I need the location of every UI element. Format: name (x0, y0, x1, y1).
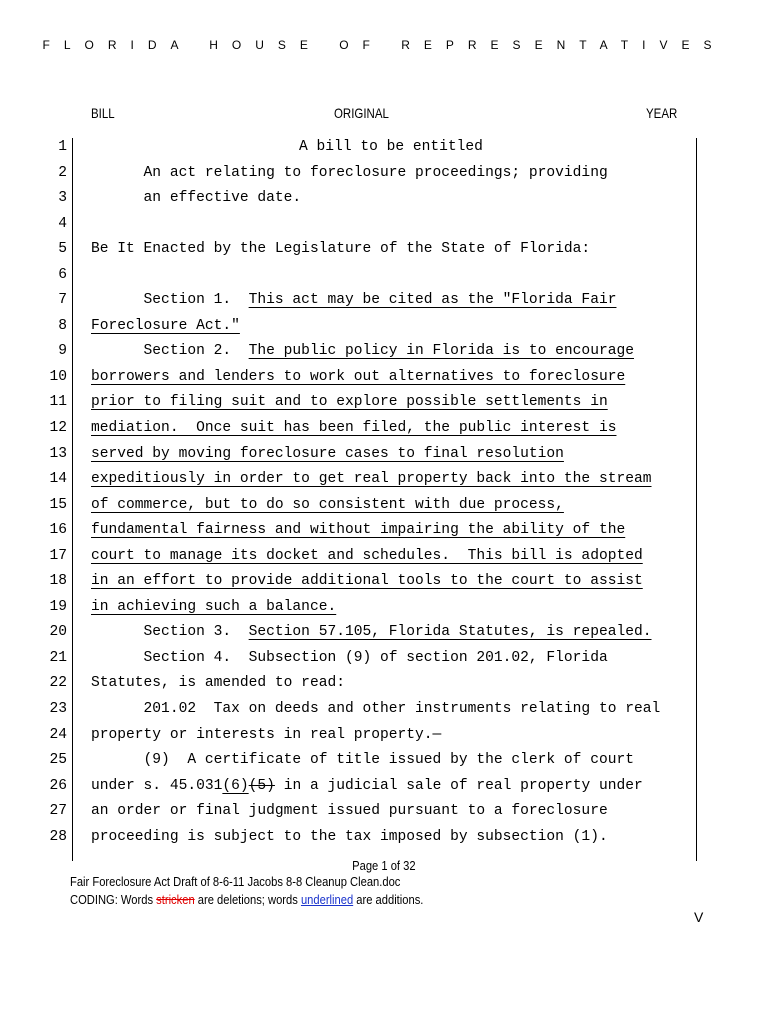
bill-line (0, 314, 768, 340)
added-text: borrowers and lenders to work out alternatives to foreclosure (91, 368, 626, 385)
bill-line (0, 390, 768, 416)
coding-legend (70, 892, 481, 907)
line-number: 10 (49, 368, 67, 385)
line-number: 17 (49, 547, 67, 564)
line-number: 20 (49, 624, 67, 641)
line-number: 4 (58, 215, 67, 232)
added-text: fundamental fairness and without impairing the ability of the (91, 522, 626, 539)
bill-text (0, 135, 768, 850)
bill-line (0, 646, 768, 672)
bill-line (0, 263, 768, 289)
line-number: 22 (49, 675, 67, 692)
file-name-text: Fair Foreclosure Act Draft of 8-6-11 Jacobs 8-8 Cleanup Clean.doc (70, 874, 401, 889)
line-number: 2 (58, 164, 67, 181)
line-number: 25 (49, 752, 67, 769)
section-heading: Section 2. (143, 343, 249, 360)
added-text: of commerce, but to do so consistent with due process, (91, 496, 564, 513)
line-text: proceeding is subject to the tax imposed by subsection (1). (91, 828, 608, 845)
bill-line (0, 186, 768, 212)
line-number: 12 (49, 420, 67, 437)
line-text: (9) A certificate of title issued by the clerk of court (143, 752, 634, 769)
masthead: FLORIDA HOUSE OF REPRESENTATIVES (42, 38, 726, 52)
line-number: 5 (58, 241, 67, 258)
added-text: (6) (222, 777, 249, 794)
added-text: in an effort to provide additional tools to the court to assist (91, 573, 643, 590)
line-number: 7 (58, 292, 67, 309)
added-text: Section 57.105, Florida Statutes, is repealed. (248, 624, 652, 641)
bill-line (0, 365, 768, 391)
line-number: 28 (49, 828, 67, 845)
line-text: A bill to be entitled (299, 139, 483, 155)
line-number: 11 (49, 394, 67, 411)
line-number: 13 (49, 445, 67, 462)
deleted-text: (5) (248, 777, 275, 794)
line-text: Be It Enacted by the Legislature of the State of Florida: (91, 241, 591, 258)
original-label: ORIGINAL (334, 105, 389, 121)
added-text: prior to filing suit and to explore possible settlements in (91, 394, 608, 411)
bill-line (0, 339, 768, 365)
bill-line (0, 774, 768, 800)
line-text: 201.02 Tax on deeds and other instruments relating to real (143, 701, 661, 718)
line-number: 3 (58, 190, 67, 207)
page-number-text: Page 1 of 32 (352, 858, 416, 873)
added-text: in achieving such a balance. (91, 598, 337, 615)
line-number: 15 (49, 496, 67, 513)
year-label: YEAR (646, 105, 678, 121)
bill-line (0, 620, 768, 646)
coding-mid: are deletions; words (194, 892, 301, 907)
bill-line (0, 697, 768, 723)
coding-suffix: are additions. (353, 892, 424, 907)
line-number: 23 (49, 701, 67, 718)
bill-line (0, 467, 768, 493)
version-mark: V (694, 909, 704, 925)
line-text: under s. 45.031 (91, 777, 223, 794)
bill-line (0, 595, 768, 621)
added-text: served by moving foreclosure cases to final resolution (91, 445, 564, 462)
section-heading: Section 3. (143, 624, 249, 641)
line-number: 24 (49, 726, 67, 743)
bill-label: BILL (91, 105, 115, 121)
bill-line (0, 748, 768, 774)
coding-prefix: CODING: Words (70, 892, 157, 907)
line-text: an effective date. (143, 190, 302, 207)
bill-line (0, 288, 768, 314)
line-text: Section 4. Subsection (9) of section 201.02, Florida (143, 649, 608, 666)
line-number: 18 (49, 573, 67, 590)
bill-line (0, 212, 768, 238)
line-number: 19 (49, 598, 67, 615)
line-text: An act relating to foreclosure proceedings; providing (143, 164, 608, 181)
page-number (0, 858, 768, 873)
added-text: The public policy in Florida is to encourage (248, 343, 634, 360)
coding-stricken: stricken (156, 892, 195, 907)
line-number: 9 (58, 343, 67, 360)
line-text: Statutes, is amended to read: (91, 675, 345, 692)
bill-line (0, 237, 768, 263)
line-number: 21 (49, 649, 67, 666)
line-number: 14 (49, 471, 67, 488)
bill-line (0, 723, 768, 749)
bill-line (0, 416, 768, 442)
bill-line (0, 671, 768, 697)
section-heading: Section 1. (143, 292, 249, 309)
line-text: in a judicial sale of real property under (274, 777, 643, 794)
bill-line (0, 825, 768, 851)
bill-line (0, 518, 768, 544)
line-number: 1 (58, 139, 67, 155)
bill-line (0, 493, 768, 519)
line-number: 16 (49, 522, 67, 539)
line-text: property or interests in real property.— (91, 726, 442, 743)
line-text: an order or final judgment issued pursuant to a foreclosure (91, 803, 608, 820)
added-text: Foreclosure Act." (91, 317, 240, 334)
bill-line (0, 442, 768, 468)
line-number: 26 (49, 777, 67, 794)
added-text: mediation. Once suit has been filed, the public interest is (91, 420, 617, 437)
coding-underlined: underlined (300, 892, 354, 907)
bill-line (0, 135, 768, 161)
added-text: This act may be cited as the "Florida Fair (248, 292, 617, 309)
file-name (70, 874, 454, 889)
bill-line (0, 799, 768, 825)
bill-line (0, 569, 768, 595)
added-text: expeditiously in order to get real property back into the stream (91, 471, 652, 488)
line-number: 27 (49, 803, 67, 820)
bill-line (0, 161, 768, 187)
added-text: court to manage its docket and schedules. This bill is adopted (91, 547, 643, 564)
bill-line (0, 544, 768, 570)
line-number: 8 (58, 317, 67, 334)
line-number: 6 (58, 266, 67, 283)
